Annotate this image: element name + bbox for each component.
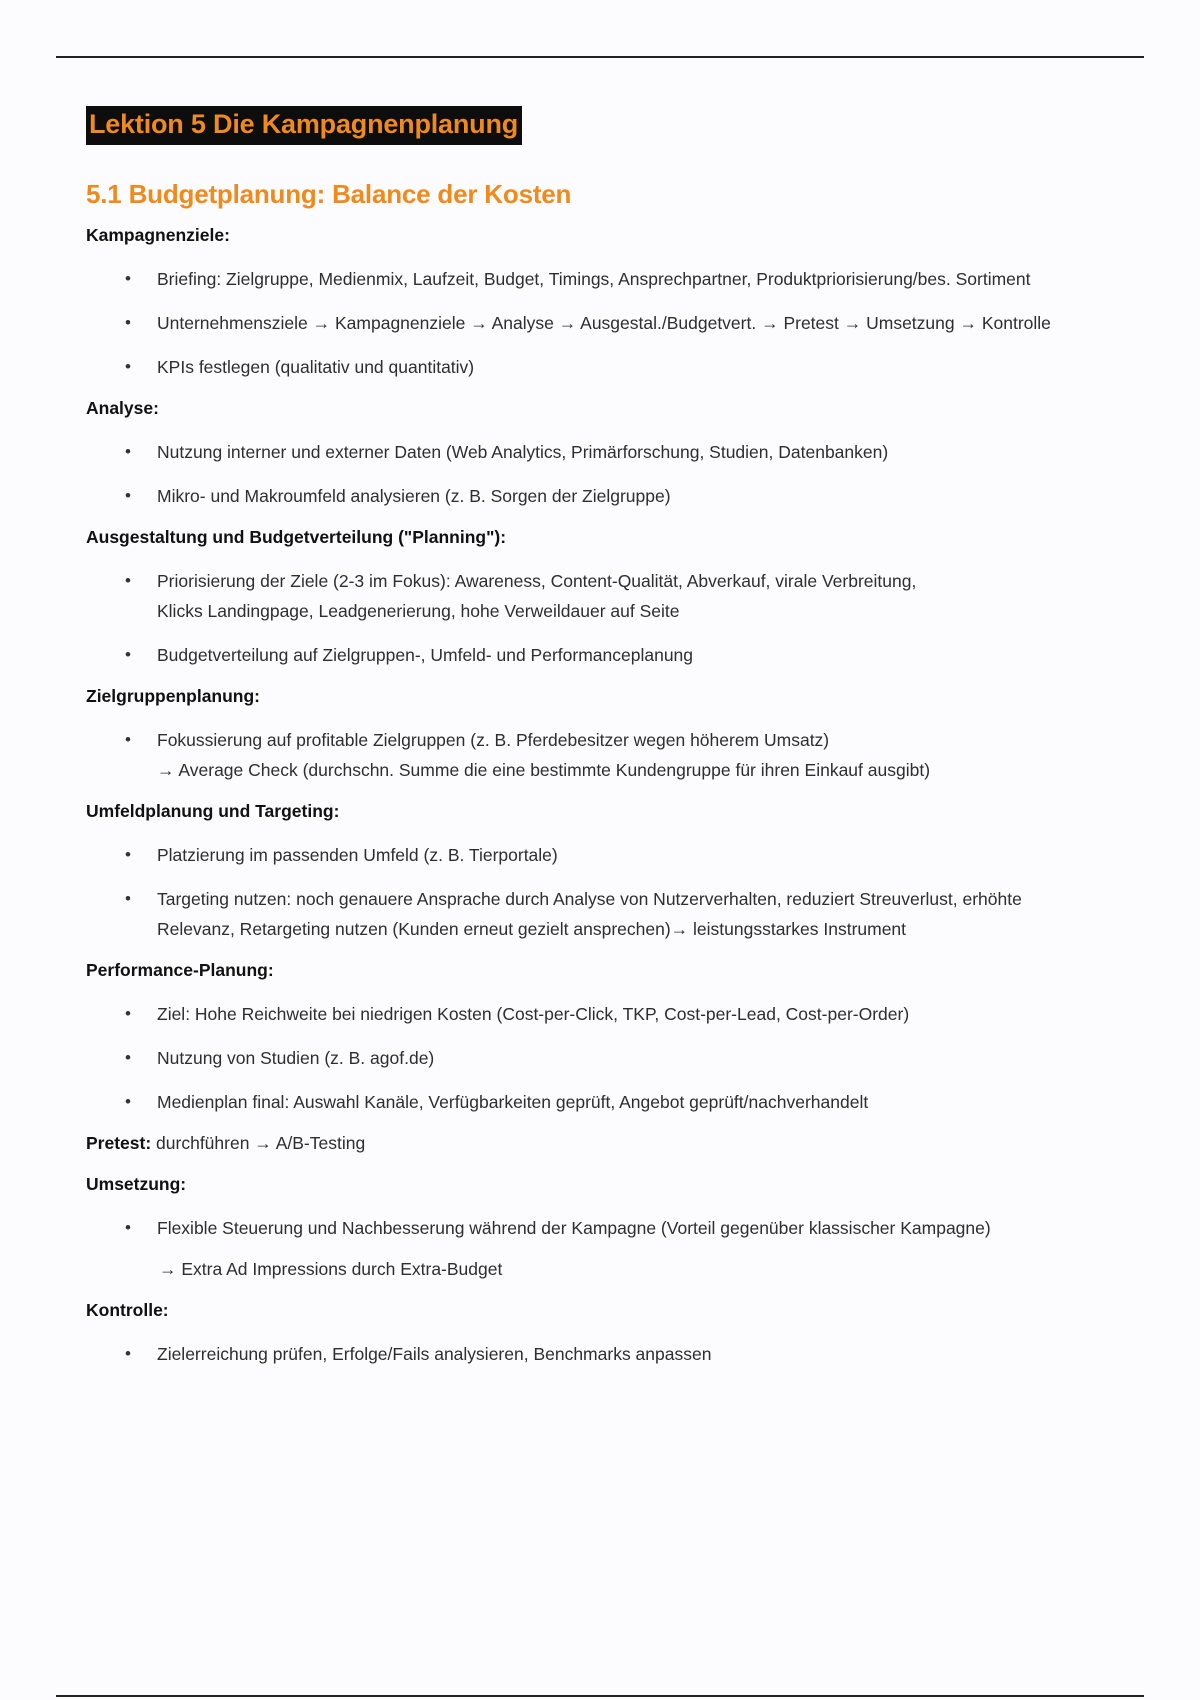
list-item: • Budgetverteilung auf Zielgruppen-, Umfeld- und Performanceplanung — [86, 640, 1126, 670]
list-item: • Nutzung von Studien (z. B. agof.de) — [86, 1043, 1126, 1073]
analyse-heading: Analyse: — [86, 398, 159, 418]
performance-list — [86, 999, 1126, 1117]
list-item — [86, 884, 1126, 944]
list-item: • Zielerreichung prüfen, Erfolge/Fails analysieren, Benchmarks anpassen — [86, 1339, 1126, 1369]
top-rule — [56, 56, 1144, 58]
ausgestaltung-heading: Ausgestaltung und Budgetverteilung ("Planning"): — [86, 527, 507, 547]
list-item-line: • Priorisierung der Ziele (2-3 im Fokus): Awareness, Content-Qualität, Abverkauf, virale Verbreitung, — [157, 571, 917, 591]
list-item — [86, 566, 1126, 626]
umsetzung-heading: Umsetzung: — [86, 1174, 187, 1194]
list-item: • Briefing: Zielgruppe, Medienmix, Laufzeit, Budget, Timings, Ansprechpartner, Produktpriorisierung/bes. Sortiment — [86, 264, 1126, 294]
umsetzung-list — [86, 1213, 1126, 1243]
list-item-line: → Average Check (durchschn. Summe die eine bestimmte Kundengruppe für ihren Einkauf ausgibt) — [157, 760, 931, 780]
list-item: • Unternehmensziele → Kampagnenziele → Analyse → Ausgestal./Budgetvert. → Pretest → Umsetzung → Kontrolle — [86, 308, 1126, 338]
list-item: • Nutzung interner und externer Daten (Web Analytics, Primärforschung, Studien, Datenbanken) — [86, 437, 1126, 467]
umfeldplanung-heading: Umfeldplanung und Targeting: — [86, 801, 340, 821]
list-item-line: • Targeting nutzen: noch genauere Ansprache durch Analyse von Nutzerverhalten, reduziert Streuverlust, erhöhte — [157, 889, 1022, 909]
pretest-text: durchführen → A/B-Testing — [156, 1133, 366, 1153]
section-title: 5.1 Budgetplanung: Balance der Kosten — [86, 179, 572, 209]
list-item: • Flexible Steuerung und Nachbesserung während der Kampagne (Vorteil gegenüber klassischer Kampagne) — [86, 1213, 1126, 1243]
kampagnenziele-list — [86, 264, 1126, 382]
pretest-heading: Pretest: — [86, 1133, 152, 1153]
zielgruppenplanung-list — [86, 725, 1126, 785]
list-item — [86, 725, 1126, 785]
performance-heading: Performance-Planung: — [86, 960, 274, 980]
list-item: • Platzierung im passenden Umfeld (z. B. Tierportale) — [86, 840, 1126, 870]
list-item: • Medienplan final: Auswahl Kanäle, Verfügbarkeiten geprüft, Angebot geprüft/nachverhandelt — [86, 1087, 1126, 1117]
list-item: • KPIs festlegen (qualitativ und quantitativ) — [86, 352, 1126, 382]
lesson-title: Lektion 5 Die Kampagnenplanung — [86, 106, 522, 145]
umsetzung-sub-line: → Extra Ad Impressions durch Extra-Budget — [159, 1259, 503, 1279]
zielgruppenplanung-heading: Zielgruppenplanung: — [86, 686, 261, 706]
ausgestaltung-list — [86, 566, 1126, 670]
document-page — [86, 106, 1126, 1369]
list-item-line: • Fokussierung auf profitable Zielgruppen (z. B. Pferdebesitzer wegen höherem Umsatz) — [157, 730, 830, 750]
pretest-line — [86, 1128, 1126, 1158]
analyse-list — [86, 437, 1126, 511]
kontrolle-heading: Kontrolle: — [86, 1300, 169, 1320]
kampagnenziele-heading: Kampagnenziele: — [86, 225, 230, 245]
bottom-rule — [56, 1695, 1144, 1697]
kontrolle-list — [86, 1339, 1126, 1369]
list-item-line: Klicks Landingpage, Leadgenerierung, hohe Verweildauer auf Seite — [157, 601, 680, 621]
list-item-line: Relevanz, Retargeting nutzen (Kunden erneut gezielt ansprechen)→ leistungsstarkes Instrument — [157, 919, 907, 939]
list-item: • Mikro- und Makroumfeld analysieren (z. B. Sorgen der Zielgruppe) — [86, 481, 1126, 511]
list-item: • Ziel: Hohe Reichweite bei niedrigen Kosten (Cost-per-Click, TKP, Cost-per-Lead, Cost-per-Order) — [86, 999, 1126, 1029]
umfeldplanung-list — [86, 840, 1126, 944]
